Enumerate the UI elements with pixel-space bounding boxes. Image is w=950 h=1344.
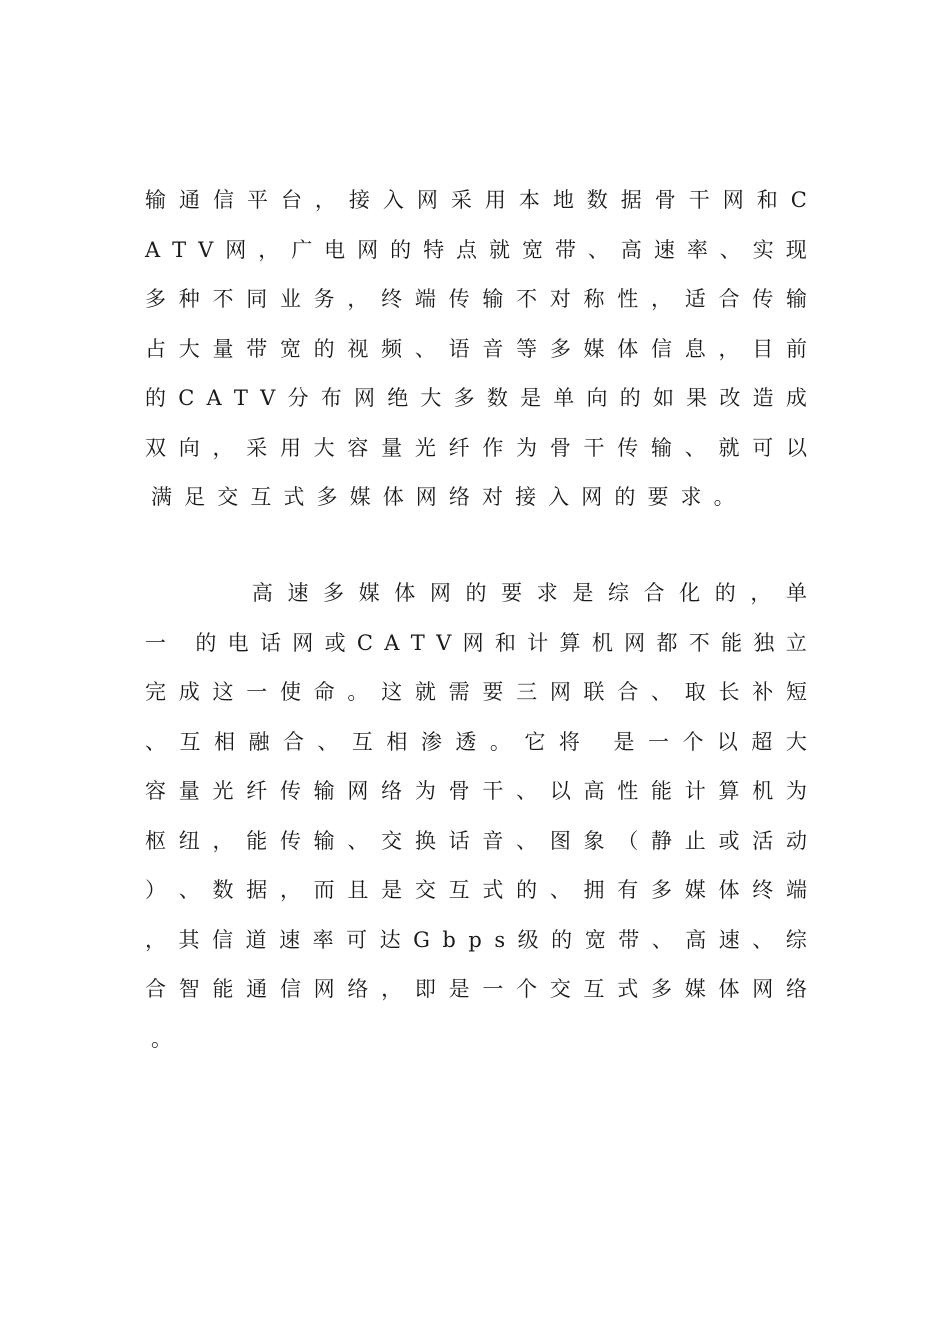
paragraph-1-line: 的 C A T V 分 布 网 绝 大 多 数 是 单 向 的 如 果 改 造 成 (145, 386, 807, 410)
paragraph-1-line: 占 大 量 带 宽 的 视 频 、 语 音 等 多 媒 体 信 息 ， 目 前 (145, 336, 807, 361)
paragraph-2-line: 容 量 光 纤 传 输 网 络 为 骨 干 、 以 高 性 能 计 算 机 为 (145, 779, 807, 803)
paragraph-2-line: 合 智 能 通 信 网 络 ， 即 是 一 个 交 互 式 多 媒 体 网 络 (145, 977, 807, 1001)
paragraph-1-line: 双 向 ， 采 用 大 容 量 光 纤 作 为 骨 干 传 输 、 就 可 以 (145, 435, 807, 460)
paragraph-2-line: 枢 纽 ， 能 传 输 、 交 换 话 音 、 图 象 （ 静 止 或 活 动 (145, 828, 807, 853)
paragraph-1-line: 满 足 交 互 式 多 媒 体 网 络 对 接 入 网 的 要 求 。 (151, 485, 735, 509)
paragraph-2-line: 完 成 这 一 使 命 。 这 就 需 要 三 网 联 合 、 取 长 补 短 (145, 680, 807, 704)
paragraph-1-line: 输 通 信 平 台 ， 接 入 网 采 用 本 地 数 据 骨 干 网 和 C (145, 188, 807, 212)
paragraph-1-line: A T V 网 ， 广 电 网 的 特 点 就 宽 带 、 高 速 率 、 实 现 (145, 237, 807, 262)
paragraph-2-line: 一 的 电 话 网 或 C A T V 网 和 计 算 机 网 都 不 能 独 立 (145, 630, 807, 655)
paragraph-2-line: ） 、 数 据 ， 而 且 是 交 互 式 的 、 拥 有 多 媒 体 终 端 (145, 878, 807, 902)
paragraph-2-line: 。 (151, 1026, 173, 1051)
paragraph-2-line: 、 互 相 融 合 、 互 相 渗 透 。 它 将 是 一 个 以 超 大 (145, 729, 807, 754)
paragraph-2-line: ， 其 信 道 速 率 可 达 G b p s 级 的 宽 带 、 高 速 、 综 (145, 927, 807, 952)
paragraph-1-line: 多 种 不 同 业 务 ， 终 端 传 输 不 对 称 性 ， 适 合 传 输 (145, 287, 807, 311)
paragraph-2-line: 高 速 多 媒 体 网 的 要 求 是 综 合 化 的 ， 单 (251, 581, 807, 605)
